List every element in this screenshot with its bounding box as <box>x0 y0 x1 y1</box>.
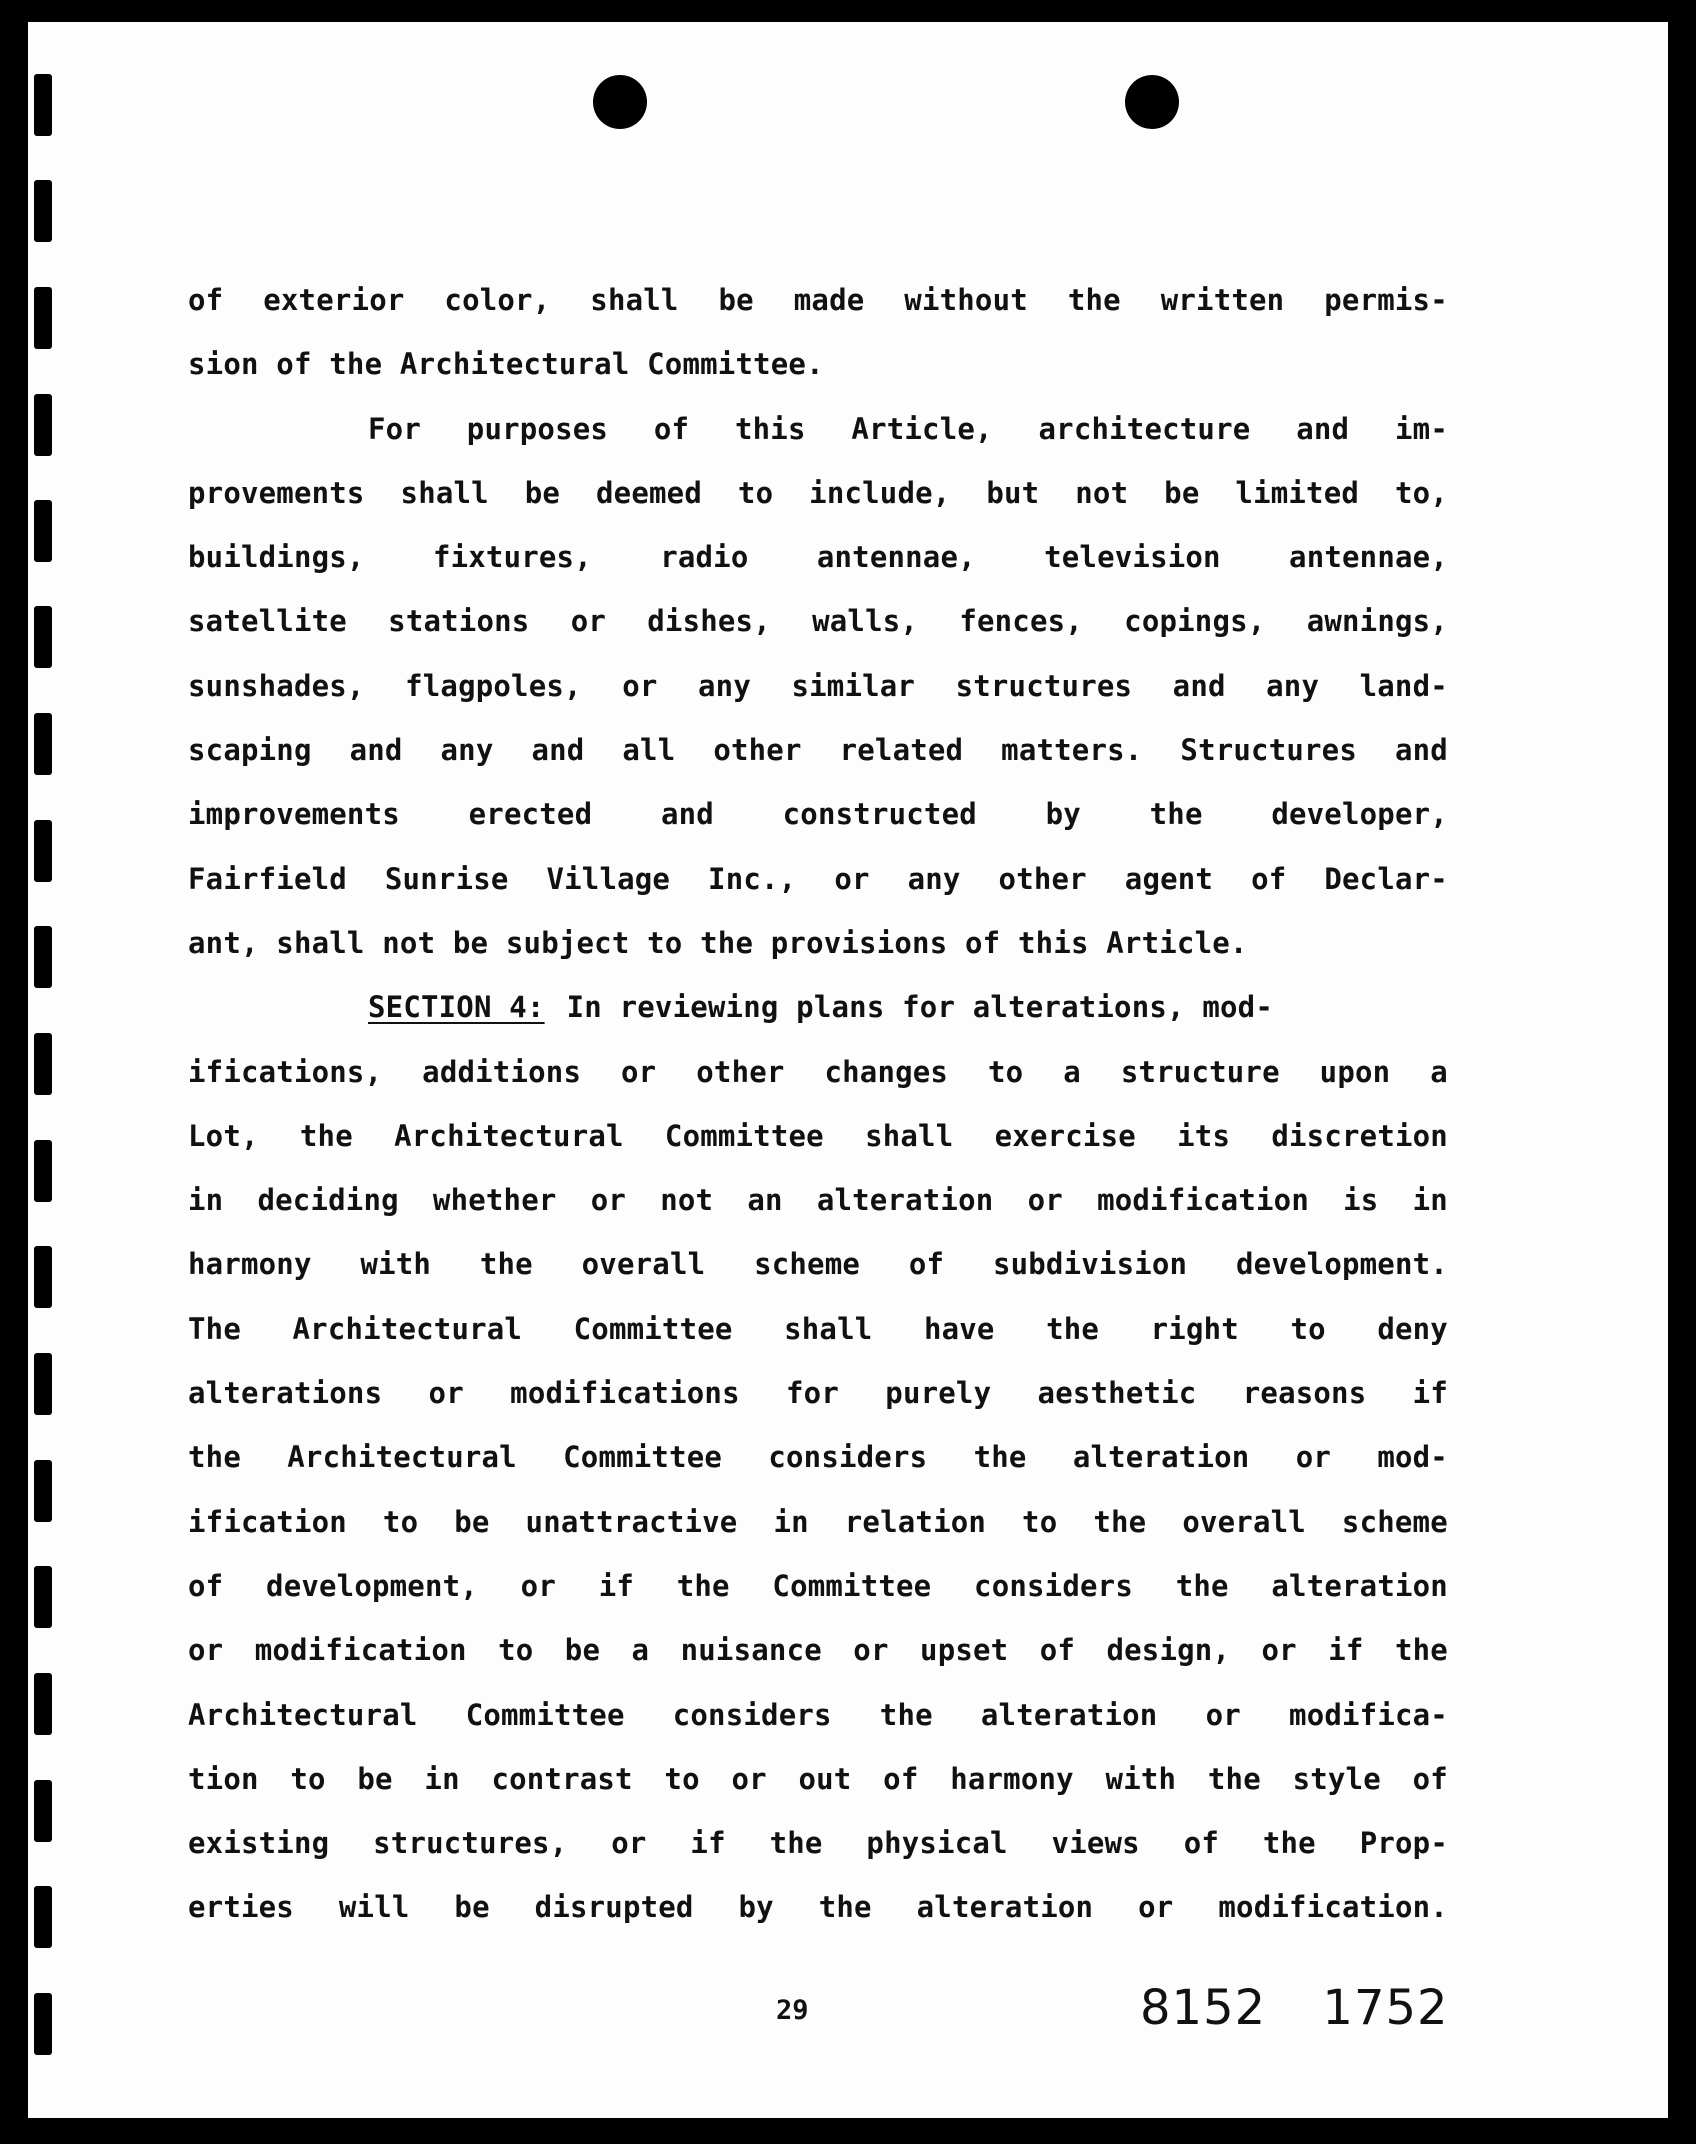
binding-mark <box>34 1886 52 1948</box>
word: fences, <box>959 604 1083 639</box>
word: Committee <box>664 1118 824 1153</box>
word: land- <box>1359 668 1448 703</box>
word: the <box>818 1890 872 1925</box>
binding-mark <box>34 287 52 349</box>
word: or <box>853 1633 889 1668</box>
word: of <box>188 1568 224 1603</box>
text-line <box>188 654 1448 718</box>
word: and <box>1394 733 1448 768</box>
word: or <box>1138 1890 1174 1925</box>
word: be <box>357 1761 393 1796</box>
word: purely <box>885 1376 992 1411</box>
word: im- <box>1395 411 1448 446</box>
word: with <box>360 1247 432 1282</box>
word: Structures <box>1180 733 1358 768</box>
binding-mark <box>34 1033 52 1095</box>
word: shall <box>784 1311 873 1346</box>
text-line <box>188 782 1448 846</box>
word: nuisance <box>680 1633 822 1668</box>
text-line <box>188 847 1448 911</box>
word: of <box>188 283 224 317</box>
text-line <box>188 718 1448 782</box>
text-line: sion of the Architectural Committee. <box>188 347 824 382</box>
word: other <box>998 861 1087 896</box>
text-line <box>188 461 1448 525</box>
word: disrupted <box>534 1890 694 1925</box>
word: all <box>622 733 676 768</box>
word: walls, <box>812 604 919 639</box>
word: structure <box>1120 1054 1280 1089</box>
word: be <box>564 1633 601 1668</box>
word: or <box>428 1376 464 1411</box>
binding-mark <box>34 500 52 562</box>
word: be <box>454 1504 490 1539</box>
word: subdivision <box>992 1247 1188 1282</box>
text-line <box>188 1490 1448 1554</box>
word: in <box>773 1504 809 1539</box>
word: scaping <box>188 733 312 768</box>
binding-mark <box>34 394 52 456</box>
word: the <box>1149 797 1203 832</box>
document-body <box>188 268 1448 1940</box>
word: discretion <box>1271 1118 1448 1153</box>
page-number: 29 <box>776 1995 809 2026</box>
word: limited <box>1235 475 1360 510</box>
word: flagpoles, <box>405 668 582 703</box>
word: or <box>520 1568 556 1603</box>
word: have <box>923 1311 995 1346</box>
word: whether <box>432 1183 557 1218</box>
word: to <box>1290 1311 1326 1346</box>
text-line <box>188 1040 1448 1104</box>
word: if <box>1412 1376 1448 1411</box>
binding-mark <box>34 1460 52 1522</box>
word: The <box>188 1311 241 1346</box>
word: Architectural <box>287 1440 517 1475</box>
word: Committee <box>563 1440 723 1475</box>
word: other <box>696 1054 785 1089</box>
text-line <box>188 1747 1448 1811</box>
word: related <box>839 733 964 768</box>
word: upset <box>920 1633 1009 1668</box>
word: alteration <box>980 1697 1158 1732</box>
word: shall <box>400 475 489 510</box>
word: of <box>1412 1761 1448 1796</box>
word: erties <box>188 1890 294 1925</box>
word: or <box>570 604 607 639</box>
binding-mark <box>34 820 52 882</box>
word: fixtures, <box>432 540 592 575</box>
word: or <box>1261 1633 1297 1668</box>
word: or <box>590 1183 627 1218</box>
binding-mark <box>34 926 52 988</box>
word: development, <box>266 1568 478 1603</box>
word: Architectural <box>292 1311 523 1346</box>
word: overall <box>1182 1504 1306 1539</box>
word: deny <box>1377 1311 1448 1346</box>
word: if <box>598 1568 635 1603</box>
word: or <box>1295 1440 1332 1475</box>
binding-mark <box>34 1673 52 1735</box>
word: shall <box>590 283 679 317</box>
word: alteration <box>1072 1440 1250 1475</box>
word: purposes <box>466 411 609 446</box>
word: of <box>653 411 690 446</box>
word: design, <box>1106 1633 1231 1668</box>
word: be <box>524 475 561 510</box>
word: to <box>498 1633 534 1668</box>
word: its <box>1177 1118 1231 1153</box>
word: reasons <box>1242 1376 1367 1411</box>
word: or <box>188 1633 224 1668</box>
word: of <box>1251 861 1287 896</box>
word: made <box>793 283 865 317</box>
text-line <box>188 1618 1448 1682</box>
binding-mark <box>34 74 52 136</box>
text-line <box>188 1297 1448 1361</box>
word: if <box>1328 1633 1364 1668</box>
word: to <box>1022 1504 1058 1539</box>
word: harmony <box>188 1247 312 1282</box>
word: Architectural <box>394 1118 624 1153</box>
text-line <box>188 589 1448 653</box>
text-line <box>188 1168 1448 1232</box>
word: antennae, <box>816 540 976 575</box>
word: similar <box>791 668 916 703</box>
word: is <box>1343 1183 1379 1218</box>
word: to <box>737 475 774 510</box>
text-line <box>188 1875 1448 1939</box>
word: of <box>1039 1633 1076 1668</box>
word: changes <box>824 1054 949 1089</box>
word: considers <box>974 1568 1133 1603</box>
word: any <box>698 668 751 703</box>
word: awnings, <box>1306 604 1448 639</box>
word: the <box>188 1440 241 1475</box>
text-line <box>188 397 1448 461</box>
word: Sunrise <box>384 861 509 896</box>
word: Architectural <box>188 1697 418 1732</box>
word: harmony <box>950 1761 1074 1796</box>
word: additions <box>422 1054 582 1089</box>
word: the <box>1262 1826 1316 1861</box>
word: modifica- <box>1289 1697 1448 1732</box>
word: but <box>986 475 1040 510</box>
word: mod- <box>1377 1440 1448 1475</box>
word: the <box>879 1697 933 1732</box>
word: this <box>734 411 806 446</box>
binding-mark <box>34 1993 52 2055</box>
word: Committee <box>573 1311 733 1346</box>
word: contrast <box>491 1761 633 1796</box>
word: any <box>440 733 494 768</box>
word: satellite <box>188 604 347 639</box>
word: architecture <box>1038 411 1251 446</box>
word: the <box>1394 1633 1448 1668</box>
word: buildings, <box>188 540 365 575</box>
word: alteration <box>916 1890 1094 1925</box>
text-line <box>188 268 1448 332</box>
word: to <box>382 1504 419 1539</box>
word: overall <box>581 1247 706 1282</box>
word: to, <box>1394 475 1448 510</box>
word: the <box>1175 1568 1229 1603</box>
word: permis- <box>1324 283 1448 317</box>
word: to <box>290 1761 326 1796</box>
word: right <box>1150 1311 1239 1346</box>
word: provements <box>188 475 365 510</box>
word: deciding <box>257 1183 399 1218</box>
word: or <box>731 1761 767 1796</box>
word: written <box>1160 283 1285 317</box>
word: any <box>1266 668 1320 703</box>
word: modification <box>1097 1183 1309 1218</box>
word: the <box>1207 1761 1261 1796</box>
word: be <box>718 283 754 317</box>
text-line <box>188 1104 1448 1168</box>
word: unattractive <box>525 1504 738 1539</box>
binding-mark <box>34 606 52 668</box>
word: shall <box>865 1118 954 1153</box>
text-line <box>188 525 1448 589</box>
word: Fairfield <box>188 861 347 896</box>
word: to <box>664 1761 700 1796</box>
word: be <box>1164 475 1200 510</box>
word: not <box>660 1183 714 1218</box>
word: modification. <box>1218 1890 1448 1925</box>
word: other <box>713 733 802 768</box>
punch-hole <box>593 75 647 129</box>
word: dishes, <box>647 604 771 639</box>
word: sunshades, <box>188 668 365 703</box>
text-line <box>188 1425 1448 1489</box>
binding-mark <box>34 1246 52 1308</box>
word: considers <box>768 1440 928 1475</box>
word: tion <box>188 1761 259 1796</box>
word: alterations <box>188 1376 383 1411</box>
word: of <box>883 1761 919 1796</box>
word: deemed <box>596 475 702 510</box>
word: if <box>690 1826 726 1861</box>
word: Committee <box>465 1697 625 1732</box>
word: For <box>368 411 421 446</box>
word: physical <box>866 1826 1008 1861</box>
word: constructed <box>782 797 977 832</box>
binding-mark <box>34 1780 52 1842</box>
word: upon <box>1319 1054 1391 1089</box>
word: Inc., <box>708 861 797 896</box>
word: and <box>660 797 714 832</box>
word: the <box>1067 283 1121 317</box>
word: Declar- <box>1324 861 1448 896</box>
word: modification <box>254 1633 467 1668</box>
word: exterior <box>263 283 405 317</box>
document-reference-number: 8152 1752 <box>1140 1980 1449 2036</box>
word: in <box>188 1183 224 1218</box>
word: developer, <box>1271 797 1448 832</box>
word: the <box>973 1440 1027 1475</box>
word: relation <box>844 1504 987 1539</box>
text-line <box>188 1811 1448 1875</box>
word: out <box>798 1761 852 1796</box>
word: by <box>1045 797 1081 832</box>
word: ifications, <box>188 1054 383 1089</box>
word: radio <box>660 540 749 575</box>
word: existing <box>188 1826 330 1861</box>
word: in <box>424 1761 460 1796</box>
word: the <box>299 1118 353 1153</box>
word: television <box>1044 540 1221 575</box>
word: the <box>1093 1504 1147 1539</box>
word: and <box>1172 668 1226 703</box>
binding-mark <box>34 180 52 242</box>
word: considers <box>672 1697 832 1732</box>
word: Lot, <box>188 1118 259 1153</box>
binding-mark <box>34 1566 52 1628</box>
word: views <box>1051 1826 1140 1861</box>
word: or <box>611 1826 647 1861</box>
word: exercise <box>994 1118 1136 1153</box>
word: development. <box>1236 1247 1448 1282</box>
word: agent <box>1124 861 1214 896</box>
word: stations <box>388 604 530 639</box>
word: or <box>622 668 658 703</box>
text-line <box>188 1554 1448 1618</box>
word: erected <box>468 797 593 832</box>
section-4-first-line <box>188 975 1448 1039</box>
word: or <box>1205 1697 1241 1732</box>
word: Committee <box>772 1568 932 1603</box>
word: for <box>786 1376 839 1411</box>
word: or <box>1027 1183 1063 1218</box>
word: a <box>631 1633 650 1668</box>
word: structures <box>955 668 1133 703</box>
text-line <box>188 1361 1448 1425</box>
word: to <box>988 1054 1024 1089</box>
word: or <box>621 1054 657 1089</box>
word: or <box>834 861 870 896</box>
word: alteration <box>816 1183 994 1218</box>
word: not <box>1075 475 1129 510</box>
word: copings, <box>1124 604 1266 639</box>
word: modifications <box>510 1376 740 1411</box>
binding-mark <box>34 1140 52 1202</box>
word: Prop- <box>1359 1826 1448 1861</box>
word: an <box>747 1183 783 1218</box>
word: the <box>1046 1311 1100 1346</box>
word: of <box>1183 1826 1220 1861</box>
word: be <box>454 1890 490 1925</box>
word: in <box>1412 1183 1448 1218</box>
binding-mark <box>34 713 52 775</box>
word: matters. <box>1001 733 1143 768</box>
word: style <box>1292 1761 1381 1796</box>
word: by <box>738 1890 774 1925</box>
word: and <box>349 733 403 768</box>
word: alteration <box>1271 1568 1448 1603</box>
word: include, <box>809 475 951 510</box>
binding-mark <box>34 1353 52 1415</box>
word: with <box>1105 1761 1177 1796</box>
word: and <box>531 733 585 768</box>
text-line: In reviewing plans for alterations, mod- <box>566 990 1273 1025</box>
word: of <box>908 1247 945 1282</box>
word: Article, <box>851 411 993 446</box>
word: the <box>479 1247 533 1282</box>
word: scheme <box>754 1247 861 1282</box>
text-line <box>188 1232 1448 1296</box>
word: the <box>769 1826 823 1861</box>
word: Village <box>546 861 671 896</box>
word: a <box>1063 1054 1081 1089</box>
word: ification <box>188 1504 347 1539</box>
word: structures, <box>373 1826 568 1861</box>
punch-hole <box>1125 75 1179 129</box>
section-heading: SECTION 4: <box>368 990 545 1025</box>
word: any <box>907 861 961 896</box>
word: without <box>904 283 1028 317</box>
word: scheme <box>1341 1504 1448 1539</box>
word: color, <box>444 283 551 317</box>
word: antennae, <box>1289 540 1448 575</box>
text-line <box>188 1683 1448 1747</box>
word: and <box>1296 411 1350 446</box>
word: improvements <box>188 797 400 832</box>
word: the <box>676 1568 730 1603</box>
word: will <box>338 1890 410 1925</box>
word: a <box>1430 1054 1448 1089</box>
word: aesthetic <box>1037 1376 1197 1411</box>
text-line: ant, shall not be subject to the provisions of this Article. <box>188 925 1248 960</box>
